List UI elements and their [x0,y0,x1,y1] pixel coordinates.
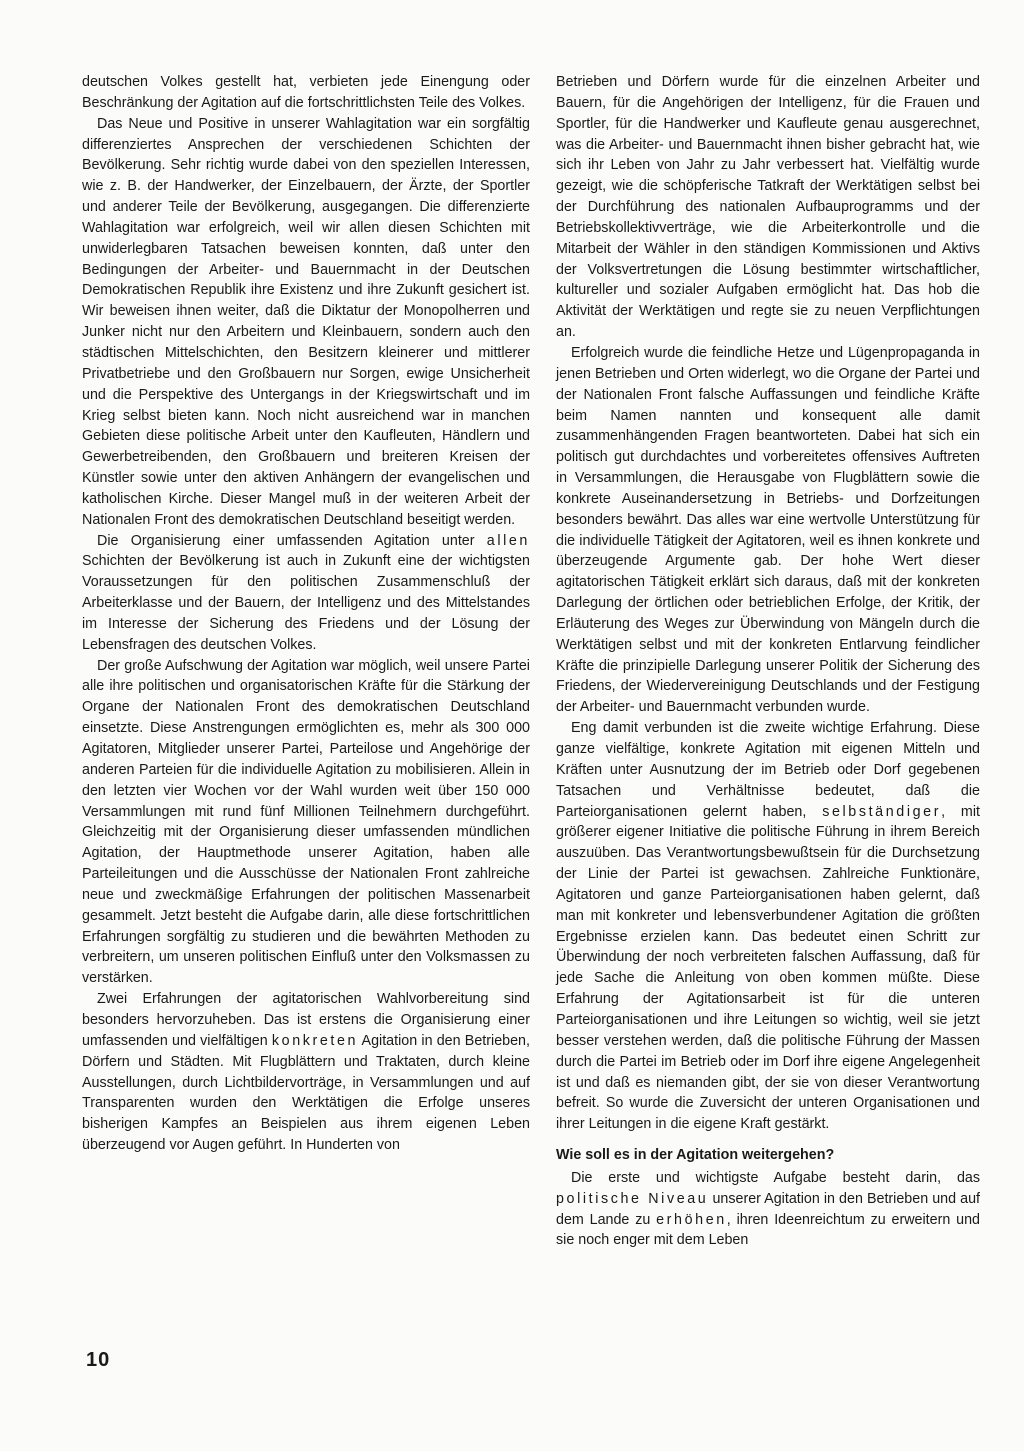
text-run: Schichten der Bevölkerung ist auch in Zukunft eine der wichtigsten Voraussetzungen für den politischen Zusammenschluß der Arbeiterklasse und der Bauern, der Intelligenz und des Mittelstandes im Interesse der Sicherung des Friedens und der Lösung der Lebensfragen des deutschen Volkes. [82,553,530,653]
paragraph: Erfolgreich wurde die feindliche Hetze und Lügenpropaganda in jenen Betrieben und Orten widerlegt, wo die Organe der Partei und der Nationalen Front falsche Auffassungen und feindliche Kräfte beim Namen nannten und konsequent alle damit zusammenhängenden Fragen beantworteten. Dabei hat sich ein politisch gut durchdachtes und vorbereitetes offensives Auftreten in Versammlungen, die Herausgabe von Flugblättern sowie die konkrete Auseinandersetzung in Betriebs- und Dorfzeitungen besonders bewährt. Das alles war eine wertvolle Unterstützung für die individuelle Tätigkeit der Agitatoren, weil es ihnen konkrete und überzeugende Argumente gab. Der hohe Wert dieser agitatorischen Tätigkeit erklärt sich daraus, daß mit der konkreten Darlegung der örtlichen oder betrieblichen Erfolge, der Kritik, der Erläuterung des Weges zur Überwindung von Mängeln durch die Werktätigen selbst und mit der konkreten Entlarvung feindlicher Kräfte die prinzipielle Darlegung unserer Politik der Sicherung des Friedens, der Wiedervereinigung Deutschlands und der Festigung der Arbeiter- und Bauernmacht verbunden wurde. [556,344,980,716]
text-run: Agitation in den Betrieben, Dörfern und Städten. Mit Flugblättern und Traktaten, durch kleine Ausstellungen, durch Lichtbildervorträge, in Versammlungen und auf Transparenten wurden den Werktätigen die Erfolge unseres bisherigen Kampfes an Beispielen aus ihrem eigenen Leben überzeugend vor Augen geführt. In Hunderten von [82,1032,530,1154]
paragraph: Betrieben und Dörfern wurde für die einzelnen Arbeiter und Bauern, für die Angehörigen der Intelligenz, für die Frauen und Sportler, für die Handwerker und Kaufleute genau ausgerechnet, was die Arbeiter- und Bauernmacht ihnen bisher gebracht hat, wie sich ihr Leben von Jahr zu Jahr verbessert hat. Vielfältig wurde gezeigt, wie die schöpferische Tatkraft der Werktätigen selbst bei der Durchführung des nationalen Aufbauprogramms und der Betriebskollektivverträge, wie die Arbeiterkontrolle und die Mitarbeit der Wähler in den ständigen Kommissionen und Aktivs der Volksvertretungen die Lösung bestimmter wirtschaftlicher, kultureller und sozialer Aufgaben ermöglicht hat. Das hob die Aktivität der Werktätigen und regte sie zu neuen Verpflichtungen an. [556,74,980,341]
emphasized-text: konkreten [271,1032,359,1049]
paragraph: Das Neue und Positive in unserer Wahlagitation war ein sorgfältig differenziertes Ansprechen der verschiedenen Schichten der Bevölkerung. Sehr richtig wurde dabei von den speziellen Interessen, wie z. B. der Handwerker, der Einzelbauern, der Ärzte, der Sportler und anderer Teile der Bevölkerung, ausgegangen. Die differenzierte Wahlagitation war erfolgreich, weil wir allen diesen Schichten mit unwiderlegbaren Tatsachen beweisen konnten, daß unter den Bedingungen der Arbeiter- und Bauernmacht in der Deutschen Demokratischen Republik ihre Existenz und ihre Zukunft gesichert ist. Wir beweisen ihnen weiter, daß die Diktatur der Monopolherren und Junker nicht nur den Arbeitern und Kleinbauern, sondern auch den städtischen Mittelschichten, den Besitzern kleinerer und mittlerer Privatbetriebe und den Großbauern nur Sorgen, ewige Unsicherheit und die Perspektive des Untergangs in der Kriegswirtschaft und im Krieg selbst bieten kann. Noch nicht ausreichend war in manchen Gebieten diese politische Arbeit unter den Kaufleuten, Händlern und Gewerbetreibenden, den Großbauern und breiteren Kreisen der Künstler sowie unter den aktiven Anhängern der evangelischen und katholischen Kirche. Dieser Mangel muß in der weiteren Arbeit der Nationalen Front des demokratischen Deutschland beseitigt werden. [82,115,530,528]
emphasized-text: politische Niveau [556,1190,709,1207]
paragraph [82,989,530,1156]
text-run: Die erste und wichtigste Aufgabe besteht darin, das [571,1169,980,1186]
text-run: Zwei Erfahrungen der agitatorischen Wahlvorbereitung sind besonders hervorzuheben. Das ist erstens die Organisierung einer umfassenden und vielfältigen [82,991,530,1049]
emphasized-text: erhöhen [656,1211,727,1228]
text-run: , mit größerer eigener Initiative die politische Führung in ihrem Bereich auszuüben. Das Verantwortungsbewußtsein für die Durchsetzung der Linie der Partei ist gewachsen. Zahlreiche Funktionäre, Agitatoren und ganze Parteiorganisationen haben gelernt, daß man mit konkreter und lebensverbundener Agitation die größten Ergebnisse erzielen kann. Das bedeutet einen Schritt zur Überwindung der noch verbreiteten falschen Auffassung, daß für jede Sache die Anleitung von oben kommen müßte. Diese Erfahrung der Agitationsarbeit ist für die unteren Parteiorganisationen und ihre Leitungen so wichtig, weil sie jetzt besser verstehen werden, daß die politische Führung der Massen durch die Partei im Betrieb oder im Dorf ihre eigene Angelegenheit ist und daß es niemanden gibt, der sie von dieser Verantwortung befreit. So wurde die Zuversicht der unteren Organisationen und ihrer Leitungen in die eigene Kraft gestärkt. [556,803,980,1133]
left-column [82,72,530,1156]
emphasized-text: selbständiger [822,803,942,820]
text-run: unserer Agitation in den Betrieben und auf dem Lande zu [556,1190,980,1228]
emphasized-text: allen [486,532,530,549]
paragraph: Der große Aufschwung der Agitation war möglich, weil unsere Partei alle ihre politischen und organisatorischen Kräfte für die Stärkung der Organe der Nationalen Front des demokratischen Deutschland einsetzte. Diese Anstrengungen ermöglichten es, mehr als 300 000 Agitatoren, Mitglieder unserer Partei, Parteilose und Angehörige der anderen Parteien für die individuelle Agitation zu mobilisieren. Allein in den letzten vier Wochen vor der Wahl wurden weit über 150 000 Versammlungen mit rund fünf Millionen Teilnehmern durchgeführt. Gleichzeitig mit der Organisierung dieser umfassenden mündlichen Agitation, der Hauptmethode unserer Agitation, haben alle Parteileitungen und die Ausschüsse der Nationalen Front zahlreiche neue und zweckmäßige Erfahrungen der politischen Massenarbeit gesammelt. Jetzt besteht die Aufgabe darin, alle diese fortschrittlichen Erfahrungen sorgfältig zu studieren und die bewährten Methoden zu verbreitern, um unseren politischen Einfluß unter den Volksmassen zu verstärken. [82,657,530,987]
text-run: , ihren Ideenreichtum zu erweitern und sie noch enger mit dem Leben [556,1211,980,1249]
section-heading: Wie soll es in der Agitation weitergehen? [556,1147,835,1164]
paragraph: deutschen Volkes gestellt hat, verbieten jede Einengung oder Beschränkung der Agitation auf die fortschrittlichsten Teile des Volkes. [82,74,530,111]
text-run: Die Organisierung einer umfassenden Agitation unter [97,532,475,549]
paragraph [556,718,980,1135]
paragraph [82,531,530,656]
right-column [556,72,980,1251]
paragraph [556,1168,980,1251]
text-run: Eng damit verbunden ist die zweite wichtige Erfahrung. Diese ganze vielfältige, konkrete Agitation mit eigenen Mitteln und Kräften unter Ausnutzung der im Betrieb oder Dorf gegebenen Tatsachen und Verhältnisse bedeutet, daß die Parteiorganisationen gelernt haben, [556,720,980,820]
page-number: 10 [86,1349,111,1371]
